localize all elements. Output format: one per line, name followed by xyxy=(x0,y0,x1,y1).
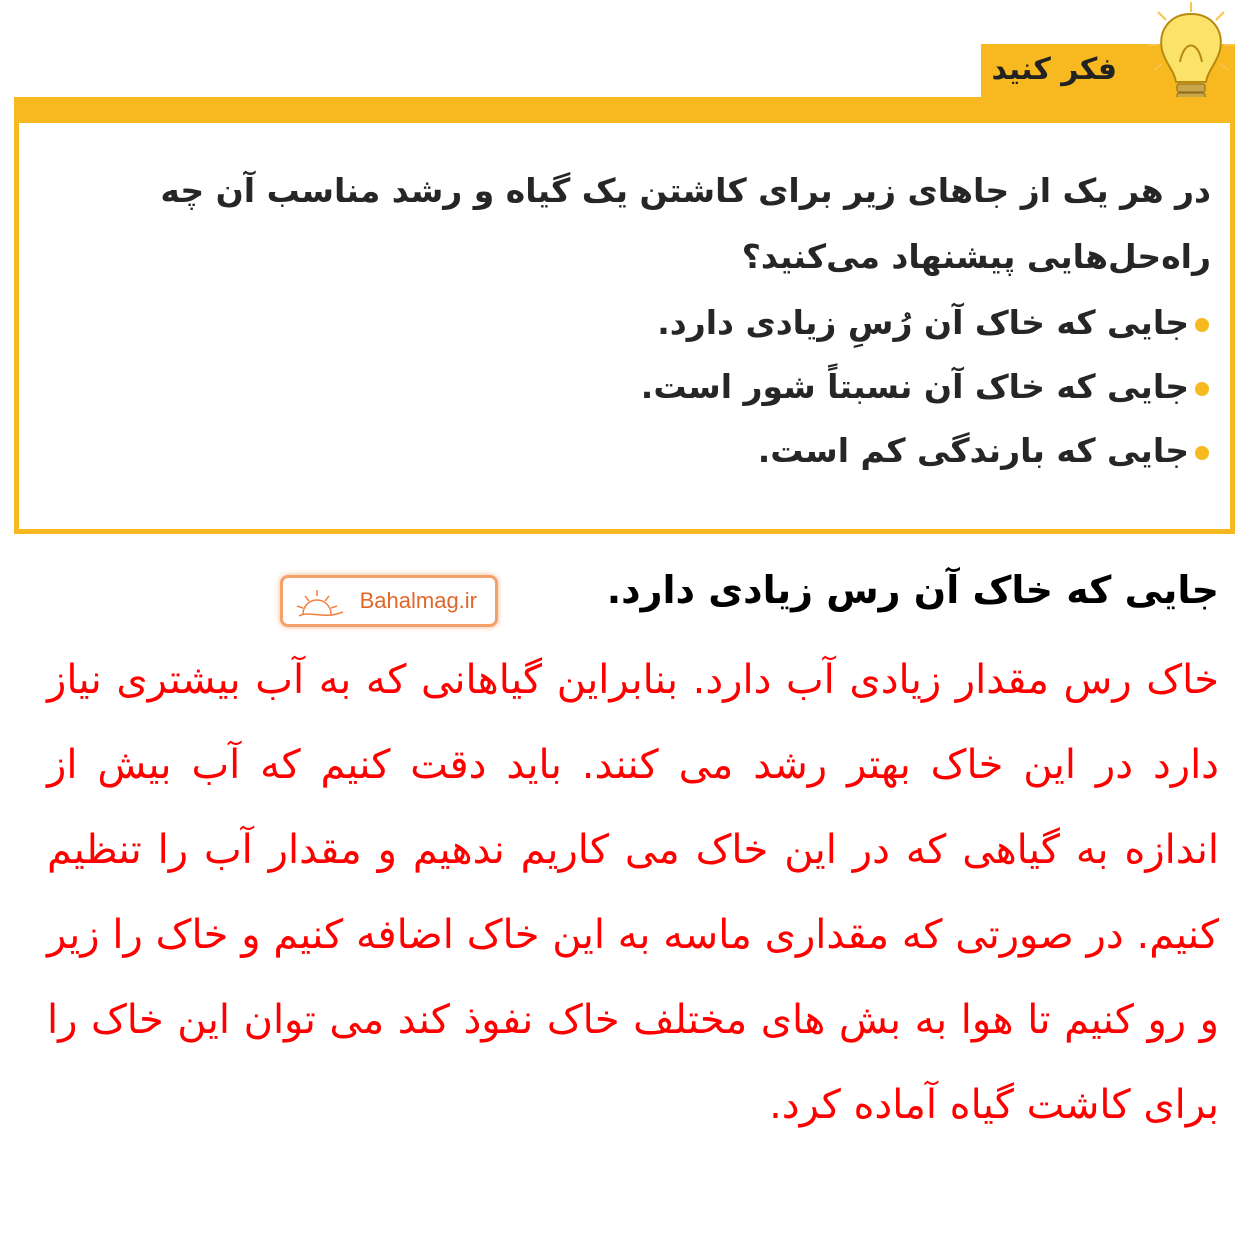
bullet-dot-icon xyxy=(1195,382,1209,396)
watermark-text: Bahalmag.ir xyxy=(359,588,477,613)
answer-paragraph: خاک رس مقدار زیادی آب دارد. بنابراین گیاهانی که به آب بیشتری نیاز دارد در این خاک بهتر رشد می کنند. باید دقت کنیم که آب بیش از اندازه به گیاهی که در این خاک می کاریم ندهیم و مقدار آب را تنظیم کنیم. در صورتی که مقداری ماسه به این خاک اضافه کنیم و خاک را زیر و رو کنیم تا هوا به بش های مختلف خاک نفوذ کند می توان این خاک را برای کاشت گیاه آماده کرد. xyxy=(47,657,1219,1128)
tab-label: فکر کنید xyxy=(991,52,1117,87)
bullet-dot-icon xyxy=(1195,446,1209,460)
bullet-dot-icon xyxy=(1195,318,1209,332)
question-text: در هر یک از جاهای زیر برای کاشتن یک گیاه و رشد مناسب آن چه راه‌حل‌هایی پیشنهاد می‌کنید؟ xyxy=(160,171,1211,276)
list-item: جایی که بارندگی کم است. xyxy=(109,424,1209,488)
watermark-badge xyxy=(280,575,498,627)
answer-heading: جایی که خاک آن رس زیادی دارد. xyxy=(606,568,1219,612)
list-item: جایی که خاک آن نسبتاً شور است. xyxy=(109,360,1209,424)
list-item: جایی که خاک آن رُسِ زیادی دارد. xyxy=(109,296,1209,360)
sun-logo-icon xyxy=(293,584,349,622)
bullet-list xyxy=(109,296,1209,488)
